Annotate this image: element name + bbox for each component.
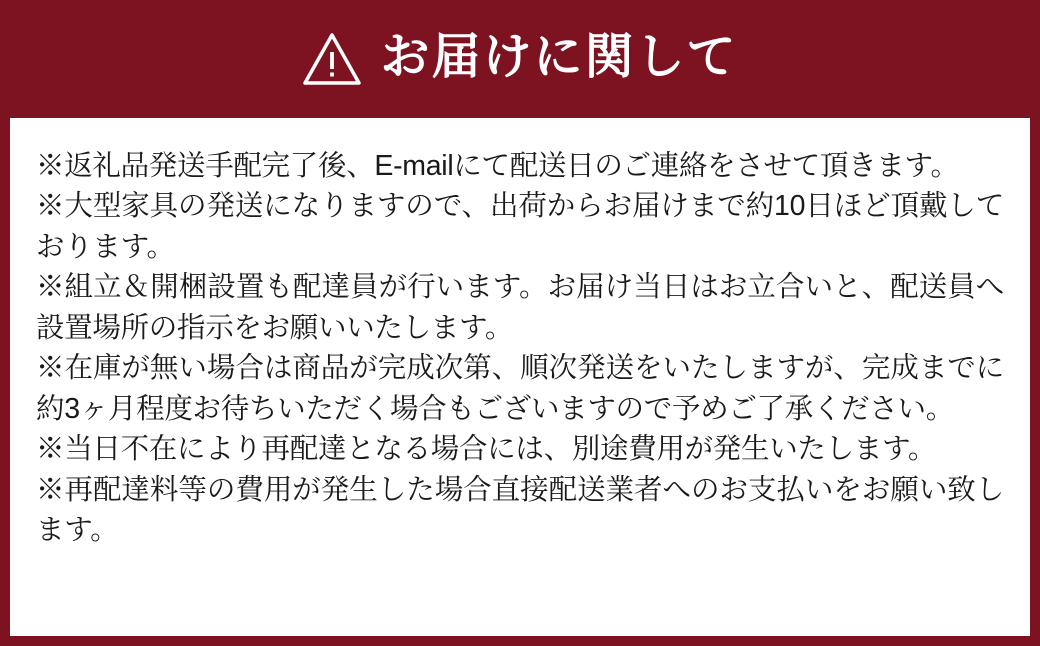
list-item: ※当日不在により再配達となる場合には、別途費用が発生いたします。 [36, 433, 937, 466]
list-item: ※組立＆開梱設置も配達員が行います。お届け当日はお立合いと、配送員へ設置場所の指示をお願いいたします。 [36, 271, 1004, 344]
notice-panel [10, 118, 1030, 636]
list-item: ※再配達料等の費用が発生した場合直接配送業者へのお支払いをお願い致します。 [36, 473, 1004, 547]
page-title: お届けに関して [380, 29, 738, 84]
banner-header [0, 0, 1040, 118]
list-item: ※在庫が無い場合は商品が完成次第、順次発送をいたしますが、完成までに約3ヶ月程度お待ちいただく場合もございますので予めご了承ください。 [36, 352, 1004, 425]
list-item: ※返礼品発送手配完了後、E-mailにて配送日のご連絡をさせて頂きます。 [36, 150, 959, 182]
notice-list [36, 146, 1004, 551]
warning-triangle-icon [302, 31, 362, 87]
list-item: ※大型家具の発送になりますので、出荷からお届けまで約10日ほど頂戴しております。 [36, 190, 1004, 263]
